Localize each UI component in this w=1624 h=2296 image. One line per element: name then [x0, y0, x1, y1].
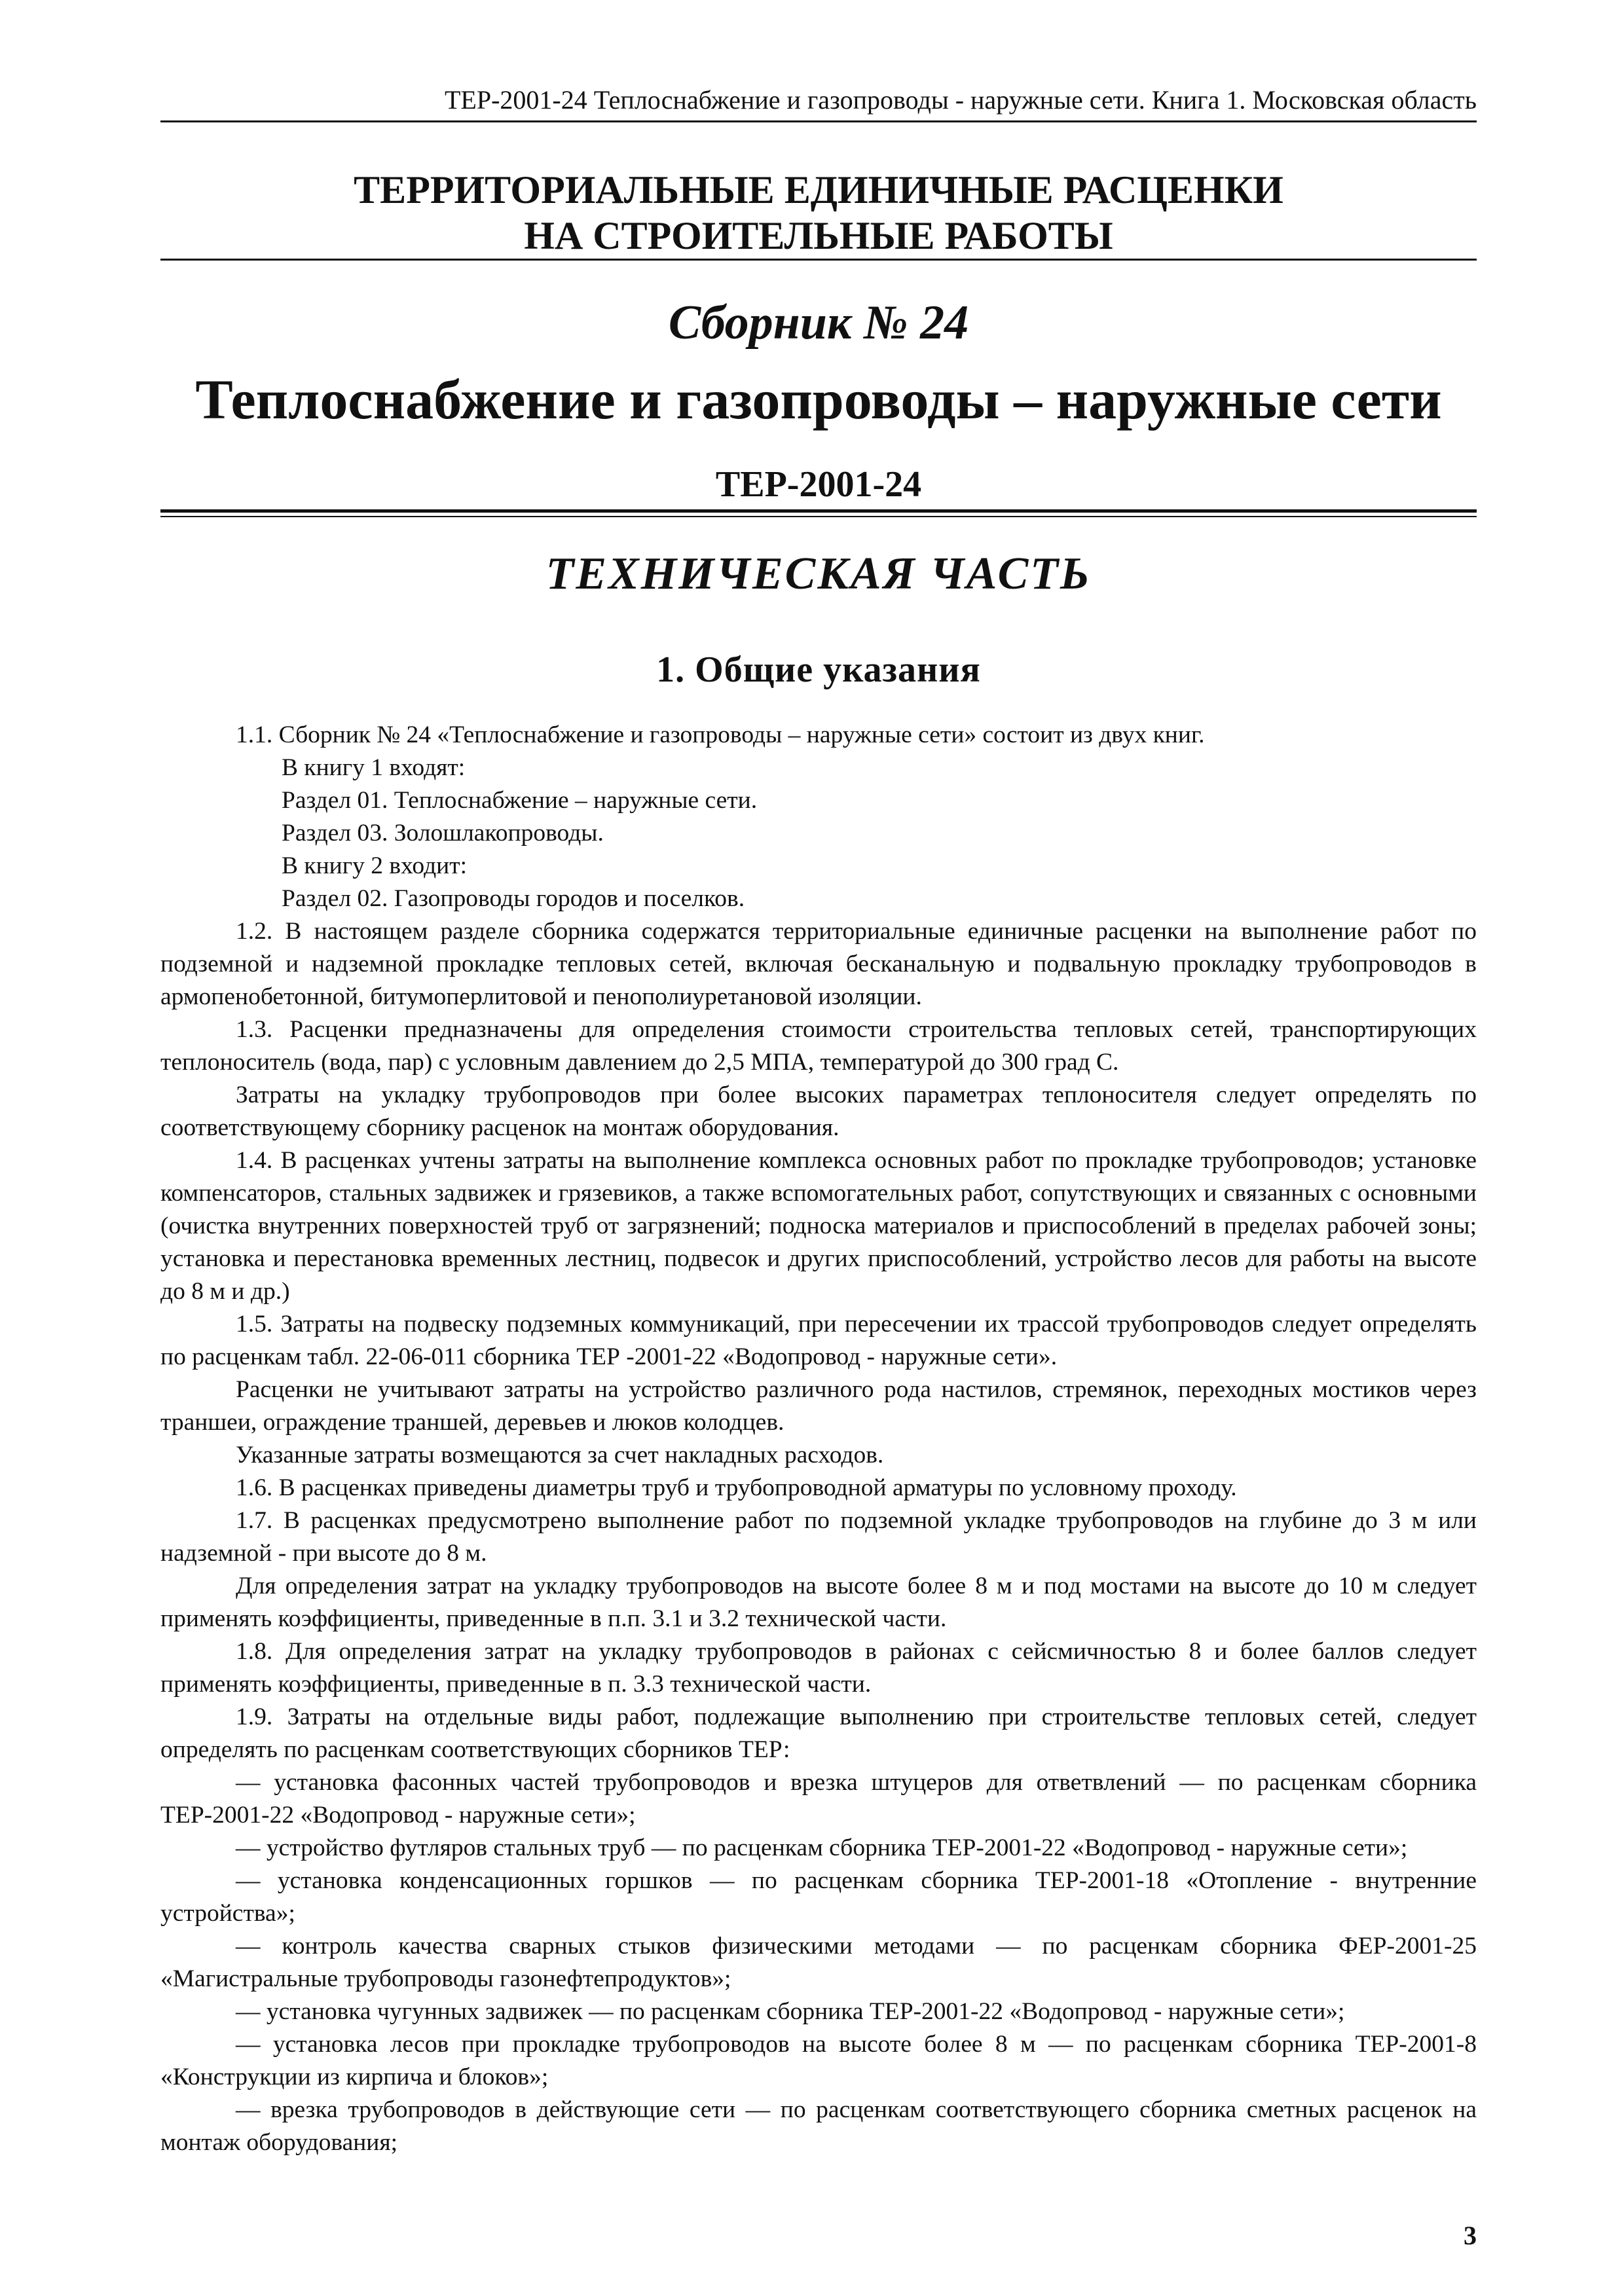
paragraph-1-2: 1.2. В настоящем разделе сборника содержатся территориальные единичные расценки на выполнение работ по подземной и надземной прокладке тепловых сетей, включая бесканальную и подвальную прокладку трубопроводов в армопенобетонной, битумоперлитовой и пенополиуретановой изоляции. [160, 918, 1477, 1010]
body-text [160, 719, 1477, 2159]
book-1-section-03: Раздел 03. Золошлакопроводы. [282, 820, 604, 847]
book-1-intro: В книгу 1 входят: [282, 754, 466, 781]
list-item: — врезка трубопроводов в действующие сети — по расценкам соответствующего сборника сметных расценок на монтаж оборудования; [160, 2096, 1477, 2156]
paragraph-1-8: 1.8. Для определения затрат на укладку трубопроводов в районах с сейсмичностью 8 и более баллов следует применять коэффициенты, приведенные в п. 3.3 технической части. [160, 1638, 1477, 1698]
paragraph-1-9: 1.9. Затраты на отдельные виды работ, подлежащие выполнению при строительстве тепловых сетей, следует определять по расценкам соответствующих сборников ТЕР: [160, 1704, 1477, 1763]
paragraph-1-6: 1.6. В расценках приведены диаметры труб и трубопроводной арматуры по условному проходу. [236, 1474, 1237, 1501]
book-1-section-01: Раздел 01. Теплоснабжение – наружные сети. [282, 787, 758, 814]
title-line-1: ТЕРРИТОРИАЛЬНЫЕ ЕДИНИЧНЫЕ РАСЦЕНКИ [354, 168, 1283, 211]
list-item: — установка лесов при прокладке трубопроводов на высоте более 8 м — по расценкам сборника ТЕР-2001-8 «Конструкции из кирпича и блоков»; [160, 2031, 1477, 2090]
running-header: ТЕР-2001-24 Теплоснабжение и газопроводы - наружные сети. Книга 1. Московская область [445, 85, 1477, 115]
paragraph-1-1: 1.1. Сборник № 24 «Теплоснабжение и газопроводы – наружные сети» состоит из двух книг. [236, 721, 1205, 748]
title-rule [160, 259, 1477, 261]
paragraph-1-7-note: Для определения затрат на укладку трубопроводов на высоте более 8 м и под мостами на высоте до 10 м следует применять коэффициенты, приведенные в п.п. 3.1 и 3.2 технической части. [160, 1573, 1477, 1632]
paragraph-1-5-note: Расценки не учитывают затраты на устройство различного рода настилов, стремянок, переходных мостиков через траншеи, ограждение траншей, деревьев и люков колодцев. [160, 1376, 1477, 1436]
list-item: — установка конденсационных горшков — по расценкам сборника ТЕР-2001-18 «Отопление - внутренние устройства»; [160, 1867, 1477, 1927]
collection-title: Сборник № 24 [668, 296, 969, 350]
list-item: — устройство футляров стальных труб — по расценкам сборника ТЕР-2001-22 «Водопровод - наружные сети»; [236, 1834, 1408, 1861]
paragraph-1-5: 1.5. Затраты на подвеску подземных коммуникаций, при пересечении их трассой трубопроводов следует определять по расценкам табл. 22-06-011 сборника ТЕР -2001-22 «Водопровод - наружные сети». [160, 1311, 1477, 1370]
list-item: — установка фасонных частей трубопроводов и врезка штуцеров для ответвлений — по расценкам сборника ТЕР-2001-22 «Водопровод - наружные сети»; [160, 1769, 1477, 1829]
list-item: — установка чугунных задвижек — по расценкам сборника ТЕР-2001-22 «Водопровод - наружные сети»; [236, 1998, 1345, 2025]
paragraph-1-5-costs: Указанные затраты возмещаются за счет накладных расходов. [236, 1442, 884, 1468]
title-line-2: НА СТРОИТЕЛЬНЫЕ РАБОТЫ [524, 214, 1113, 257]
document-page [160, 0, 1477, 2296]
paragraph-1-3-note: Затраты на укладку трубопроводов при более высоких параметрах теплоносителя следует определять по соответствующему сборнику расценок на монтаж оборудования. [160, 1082, 1477, 1141]
header-rule [160, 120, 1477, 122]
section-heading: 1. Общие указания [656, 649, 981, 690]
document-code: ТЕР-2001-24 [715, 464, 922, 505]
part-title: ТЕХНИЧЕСКАЯ ЧАСТЬ [545, 549, 1092, 599]
list-item: — контроль качества сварных стыков физическими методами — по расценкам сборника ФЕР-2001-25 «Магистральные трубопроводы газонефтепродуктов»; [160, 1933, 1477, 1992]
paragraph-1-7: 1.7. В расценках предусмотрено выполнение работ по подземной укладке трубопроводов на глубине до 3 м или надземной - при высоте до 8 м. [160, 1507, 1477, 1567]
code-rule-thick [160, 509, 1477, 513]
page-number: 3 [1464, 2221, 1477, 2250]
book-2-intro: В книгу 2 входит: [282, 852, 468, 879]
subject-title: Теплоснабжение и газопроводы – наружные сети [195, 368, 1442, 431]
document-title [160, 167, 1477, 259]
paragraph-1-3: 1.3. Расценки предназначены для определения стоимости строительства тепловых сетей, транспортирующих теплоноситель (вода, пар) с условным давлением до 2,5 МПА, температурой до 300 град С. [160, 1016, 1477, 1076]
paragraph-1-4: 1.4. В расценках учтены затраты на выполнение комплекса основных работ по прокладке трубопроводов; установке компенсаторов, стальных задвижек и грязевиков, а также вспомогательных работ, сопутствующих и связанных с основными (очистка внутренних поверхностей труб от загрязнений; подноска материалов и приспособлений в пределах рабочей зоны; установка и перестановка временных лестниц, подвесок и других приспособлений, устройство лесов для работы на высоте до 8 м и др.) [160, 1147, 1477, 1305]
book-2-section-02: Раздел 02. Газопроводы городов и поселков. [282, 885, 745, 912]
code-rule-thin [160, 516, 1477, 517]
